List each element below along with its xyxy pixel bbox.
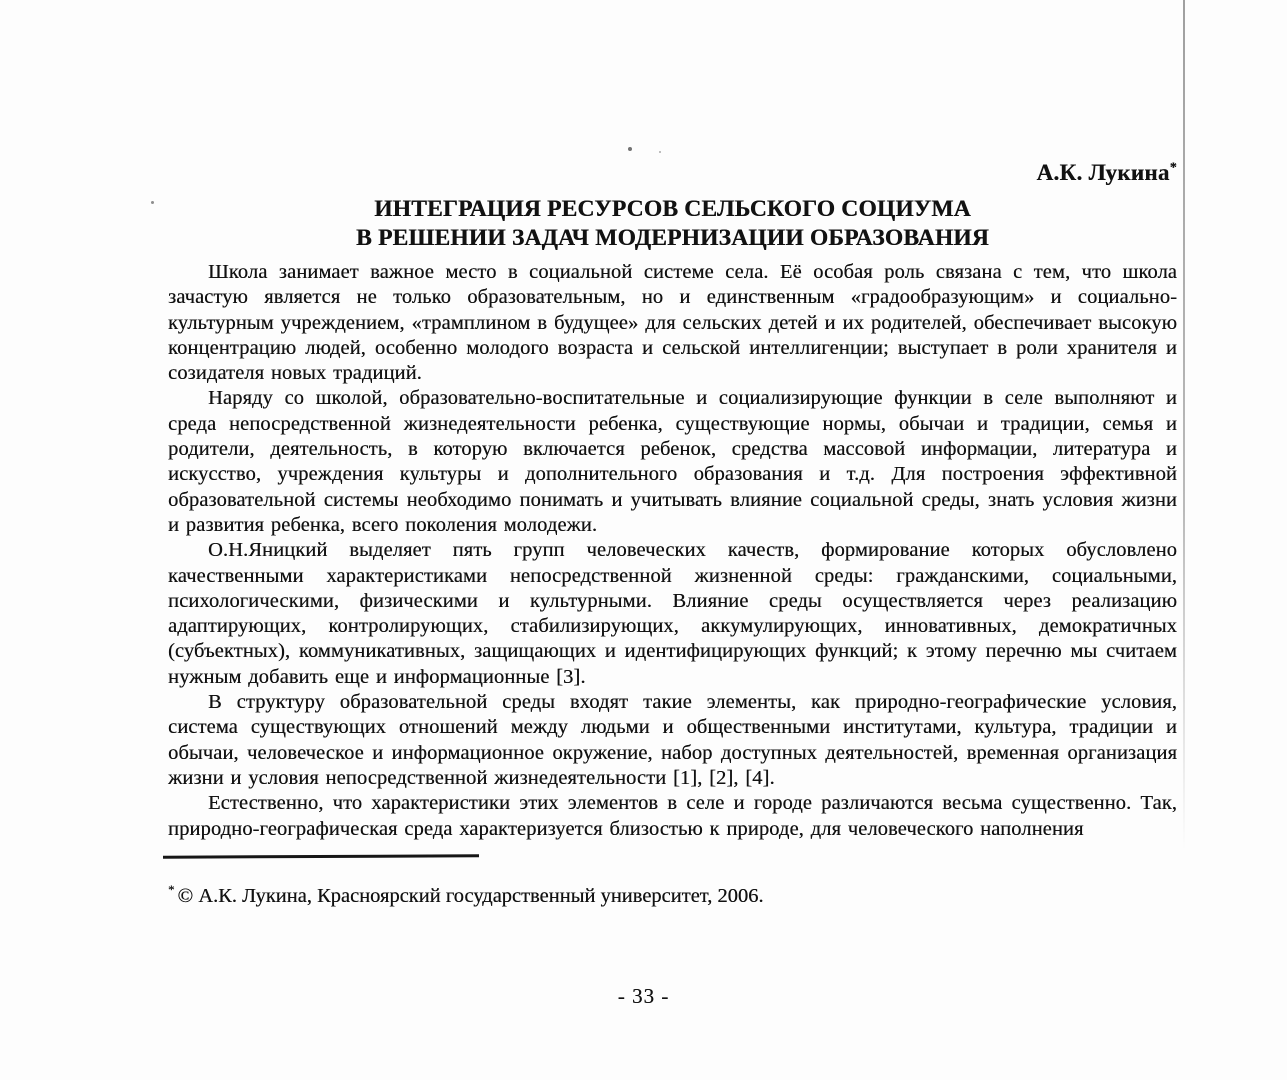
body-text <box>168 260 1177 842</box>
page-number: - 33 - <box>617 984 670 1008</box>
scan-artifact-speck <box>151 201 154 204</box>
body-paragraph: В структуру образовательной среды входят такие элементы, как природно-географические условия, система существующих отношений между людьми и общественными институтами, культура, традиции и обычаи, человеческое и информационное окружение, набор доступных деятельностей, временная организация жизни и условия непосредственной жизнедеятельности [1], [2], [4]. <box>168 691 1177 789</box>
footnote-text: © А.К. Лукина, Красноярский государственный университет, 2006. <box>177 885 764 907</box>
footnote <box>168 884 1068 909</box>
paper-title <box>168 195 1177 253</box>
footnote-separator-rule <box>163 854 479 858</box>
author-footnote-mark: * <box>1169 160 1177 176</box>
body-paragraph: Наряду со школой, образовательно-воспитательные и социализирующие функции в селе выполняют и среда непосредственной жизнедеятельности ребенка, существующие нормы, обычаи и традиции, семья и родители, деятельность, в которую включается ребенок, средства массовой информации, литература и искусство, учреждения культуры и дополнительного образования и т.д. Для построения эффективной образовательной системы необходимо понимать и учитывать влияние социальной среды, знать условия жизни и развития ребенка, всего поколения молодежи. <box>168 387 1177 536</box>
paper-title-line1: ИНТЕГРАЦИЯ РЕСУРСОВ СЕЛЬСКОГО СОЦИУМА <box>374 196 971 222</box>
footnote-mark: * <box>168 882 175 898</box>
body-paragraph: О.Н.Яницкий выделяет пять групп человеческих качеств, формирование которых обусловлено качественными характеристиками непосредственной жизненной среды: гражданскими, социальными, психологическими, физическими и культурными. Влияние среды осуществляется через реализацию адаптирующих, контролирующих, стабилизирующих, аккумулирующих, инновативных, демократичных (субъектных), коммуникативных, защищающих и идентифицирующих функций; к этому перечню мы считаем нужным добавить еще и информационные [3]. <box>168 539 1177 688</box>
scan-artifact-speck <box>628 147 632 151</box>
author-line <box>168 160 1177 186</box>
paper-title-line2: В РЕШЕНИИ ЗАДАЧ МОДЕРНИЗАЦИИ ОБРАЗОВАНИЯ <box>356 225 989 251</box>
page-content <box>168 160 1177 842</box>
body-paragraph: Школа занимает важное место в социальной системе села. Её особая роль связана с тем, что школа зачастую является не только образовательным, но и единственным «градообразующим» и социально-культурным учреждением, «трамплином в будущее» для сельских детей и их родителей, обеспечивает высокую концентрацию людей, особенно молодого возраста и сельской интеллигенции; выступает в роли хранителя и созидателя новых традиций. <box>168 261 1177 385</box>
scan-artifact-speck <box>659 151 661 153</box>
scan-artifact-vertical-line <box>1183 0 1185 850</box>
body-paragraph: Естественно, что характеристики этих элементов в селе и городе различаются весьма существенно. Так, природно-географическая среда характеризуется близостью к природе, для человеческого наполнения <box>168 792 1177 840</box>
author-name: А.К. Лукина <box>1036 160 1170 185</box>
